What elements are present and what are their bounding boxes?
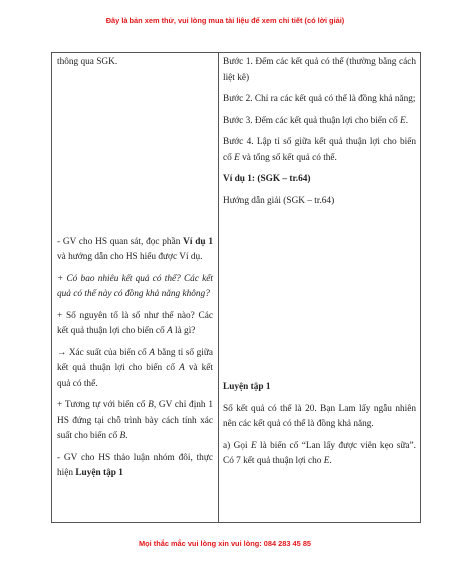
text-run: và kết quả có thể. <box>57 363 213 389</box>
text-run: là biến cố “Lan lấy được viên kẹo sữa”. Có 7 kết quả thuận lợi cho <box>223 440 416 466</box>
variable: B <box>119 431 126 441</box>
column-divider <box>218 53 219 522</box>
left-paragraph-2: + Có bao nhiêu kết quả có thể? Các kết quả có thể này có đồng khả năng không? <box>57 273 213 299</box>
step-2: Bước 2. Chỉ ra các kết quả có thể là đồng khả năng; <box>223 94 416 104</box>
variable: E <box>323 456 330 466</box>
example-ref: Ví dụ 1 <box>183 236 213 247</box>
text-run: Bước 4. Lập tỉ số giữa kết quả thuận lợi cho biến cố <box>223 137 416 163</box>
left-paragraph-3 <box>57 309 213 340</box>
practice-heading: Luyện tập 1 <box>223 382 271 392</box>
text-run: + Số nguyên tố là số như thế nào? Các kết quả thuận lợi cho biến cố <box>57 310 213 336</box>
left-paragraph-1 <box>57 235 213 266</box>
step-1: Bước 1. Đếm các kết quả có thể (thường bằng cách liệt kê) <box>223 57 416 83</box>
variable: A <box>179 363 185 373</box>
preview-notice-banner: Đây là bản xem thử, vui lòng mua tài liệu để xem chi tiết (có lời giải) <box>105 16 345 25</box>
lesson-table <box>51 52 421 523</box>
example-heading: Ví dụ 1: (SGK – tr.64) <box>223 174 311 184</box>
teacher-activity-column <box>57 55 213 488</box>
left-paragraph-6 <box>57 451 213 482</box>
text-run: . <box>405 115 409 126</box>
text-run: . <box>125 431 128 441</box>
variable: E <box>400 115 406 126</box>
example-body: Hướng dẫn giải (SGK – tr.64) <box>223 195 335 206</box>
step-4 <box>223 135 416 166</box>
variable: E <box>250 440 257 451</box>
example-title <box>223 172 416 188</box>
text-run: . <box>329 456 332 466</box>
text-run: là gì? <box>172 326 196 336</box>
text-run: → Xác suất của biến cố <box>57 347 150 358</box>
text-run: - GV cho HS quan sát, đọc phần <box>57 236 184 247</box>
variable: A <box>167 326 173 336</box>
text-run: , GV chỉ định 1 HS đứng tại chỗ trình bày cách tính xác suất cho biến cố <box>57 400 213 441</box>
practice-title <box>223 380 416 396</box>
text-run: và tổng số kết quả có thể. <box>239 152 337 163</box>
practice-body: Số kết quả có thể là 20. Bạn Lam lấy ngẫu nhiên nên các kết quả có thể là đồng khả năng. <box>223 403 416 429</box>
text-run: bằng tỉ số giữa kết quả thuận lợi cho biến cố <box>57 347 213 373</box>
variable: B <box>148 400 154 410</box>
text-run: + Tương tự với biến cố <box>57 400 149 410</box>
left-paragraph-5 <box>57 398 213 445</box>
text-run: - GV cho HS thảo luận nhóm đôi, thực hiện <box>57 452 213 478</box>
left-spacer <box>57 77 213 235</box>
left-paragraph-0: thông qua SGK. <box>57 57 118 67</box>
left-paragraph-4 <box>57 346 213 393</box>
step-3 <box>223 114 416 130</box>
variable: A <box>149 347 155 358</box>
variable: E <box>234 152 240 163</box>
text-run: a) Gọi <box>223 440 251 451</box>
contact-banner: Mọi thắc mắc vui lòng xin vui lòng: 084 283 45 85 <box>138 539 312 548</box>
practice-part-a <box>223 439 416 470</box>
practice-ref: Luyện tập 1 <box>75 468 123 478</box>
text-run: và hướng dẫn cho HS hiểu được Ví dụ. <box>57 252 203 262</box>
right-spacer <box>223 215 416 380</box>
student-product-column <box>223 55 416 476</box>
text-run: Bước 3. Đếm các kết quả thuận lợi cho biến cố <box>223 115 400 126</box>
